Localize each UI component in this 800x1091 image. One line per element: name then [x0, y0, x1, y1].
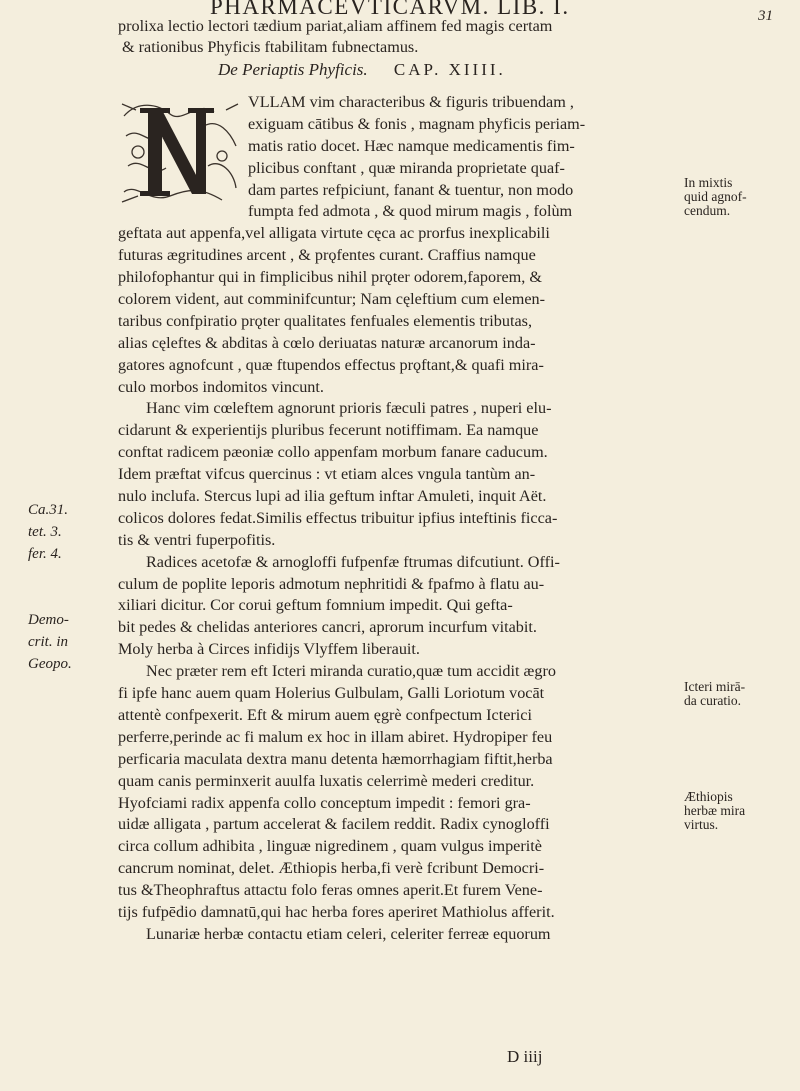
page-number: 31 [758, 8, 773, 24]
text-line: attentè confpexerit. Eft & mirum auem ęgrè confpectum Icterici [118, 705, 532, 724]
text-line: VLLAM vim characteribus & figuris tribuendam , [248, 93, 574, 111]
text-line: xiliari dicitur. Cor corui geftum fomnium impedit. Qui gefta- [118, 596, 513, 615]
intro-paragraph [118, 16, 758, 58]
text-line: colicos dolores fedat.Similis effectus tribuitur ipfius inteftinis ficca- [118, 508, 558, 527]
text-line: colorem vident, aut comminifcuntur; Nam cęleftium cum elemen- [118, 290, 546, 309]
text-line: fi ipfe hanc auem quam Holerius Gulbulam, Galli Loriotum vocāt [118, 684, 545, 703]
text-line: alias cęleftes & abditas à cœlo deriuatas naturæ arcanorum inda- [118, 333, 536, 352]
text-line: bit pedes & chelidas anteriores cancri, aprorum incurfum vitabit. [118, 618, 537, 637]
text-line: circa collum adhibita , linguæ nigredinem , quam vulgus imperitè [118, 837, 542, 856]
margin-line: crit. in [28, 633, 68, 650]
margin-note-democritus [28, 610, 72, 676]
text-line: Moly herba à Circes infidijs Vlyffem liberauit. [118, 640, 420, 659]
margin-note-mixtis [684, 176, 794, 218]
text-line: taribus confpiratio prǫter qualitates fenfuales elementis tributas, [118, 311, 532, 330]
margin-line: quid agnof- [684, 189, 747, 204]
chapter-text [118, 92, 678, 946]
margin-line: In mixtis [684, 175, 733, 190]
signature-mark: D iiij [507, 1047, 543, 1066]
text-line: Hyofciami radix appenfa collo conceptum impedit : femori gra- [118, 793, 531, 812]
text-line: Radices acetofæ & arnogloffi fufpenfæ ftrumas difcutiunt. Offi- [146, 552, 560, 571]
running-head: PHARMACEVTICARVM. LIB. I. [210, 0, 570, 19]
text-line: philofophantur qui in fimplicibus nihil prǫter odorem,faporem, & [118, 268, 542, 287]
text-line: plicibus conftant , quæ miranda proprietate quaf- [248, 158, 565, 177]
text-line: Idem præftat vifcus quercinus : vt etiam alces vngula tantùm an- [118, 465, 536, 484]
text-line: culum de poplite leporis admotum nephritidi & fpafmo à flatu au- [118, 574, 545, 593]
text-line: exiguam cātibus & fonis , magnam phyficis periam- [248, 114, 586, 133]
text-line: Lunariæ herbæ contactu etiam celeri, celeriter ferreæ equorum [146, 924, 551, 943]
chapter-number: CAP. XIIII. [393, 60, 506, 79]
text-line: culo morbos indomitos vincunt. [118, 377, 324, 396]
margin-note-aethiopis [684, 790, 794, 832]
text-line: Hanc vim cœleftem agnorunt prioris fæculi patres , nuperi elu- [146, 399, 552, 418]
margin-line: Demo- [28, 612, 69, 628]
margin-line: virtus. [684, 817, 719, 832]
text-line: prolixa lectio lectori tædium pariat,aliam affinem fed magis certam [118, 17, 553, 35]
text-line: gatores agnofcunt , quæ ftupendos effectus prǫftant,& quafi mira- [118, 355, 544, 374]
chapter-heading [218, 60, 506, 80]
text-line: perficaria maculata dextra manu detenta hæmorrhagiam fiftit,herba [118, 749, 553, 768]
margin-line: Icteri mirā- [684, 679, 746, 694]
text-line: perferre,perinde ac fi malum ex hoc in illam abiret. Hydropiper feu [118, 727, 553, 746]
text-line: futuras ægritudines arcent , & prǫfentes curant. Craffius namque [118, 246, 536, 265]
text-line: uidæ alligata , partum accelerat & facilem reddit. Radix cynogloffi [118, 815, 550, 834]
text-line: tus &Theophraftus attactu folo feras omnes aperit.Et furem Vene- [118, 881, 543, 900]
margin-note-icteri [684, 680, 794, 708]
text-line: quam canis perminxerit auulfa luxatis celerrimè mederi creditur. [118, 771, 535, 790]
margin-note-aetius [28, 500, 68, 566]
margin-line: herbæ mira [684, 803, 746, 818]
text-line: cidarunt & experientijs pluribus fecerunt notiffimam. Ea namque [118, 421, 539, 440]
margin-line: fer. 4. [28, 545, 62, 562]
margin-line: Æthiopis [684, 789, 733, 804]
chapter-title: De Periaptis Phyficis. [218, 60, 368, 79]
text-line: dam partes refpiciunt, fanant & tuentur, non modo [248, 180, 574, 199]
margin-line: Geopo. [28, 655, 72, 672]
margin-line: tet. 3. [28, 523, 62, 540]
text-line: cancrum nominat, delet. Æthiopis herba,fi verè fcribunt Democri- [118, 859, 545, 878]
text-line: fumpta fed admota , & quod mirum magis , folùm [248, 202, 573, 221]
text-line: tijs fufpēdio damnatū,qui hac herba fores aperiret Mathiolus afferit. [118, 902, 555, 921]
margin-line: Ca.31. [28, 502, 69, 518]
text-line: geftata aut appenfa,vel alligata virtute cęca ac prorfus inexplicabili [118, 224, 550, 243]
text-line: tis & ventri fuperpofitis. [118, 530, 276, 549]
text-line: nulo inclufa. Stercus lupi ad ilia geftum inftar Amuleti, inquit Aët. [118, 487, 547, 506]
text-line: conftat radicem pæoniæ collo appenfam morbum fanare caducum. [118, 443, 548, 462]
text-line: Nec præter rem eft Icteri miranda curatio,quæ tum accidit ægro [146, 662, 556, 681]
margin-line: da curatio. [684, 693, 741, 708]
text-line: matis ratio docet. Hæc namque medicamentis fim- [248, 136, 575, 155]
margin-line: cendum. [684, 203, 731, 218]
text-line: & rationibus Phyficis ftabilitam fubnectamus. [122, 38, 419, 56]
